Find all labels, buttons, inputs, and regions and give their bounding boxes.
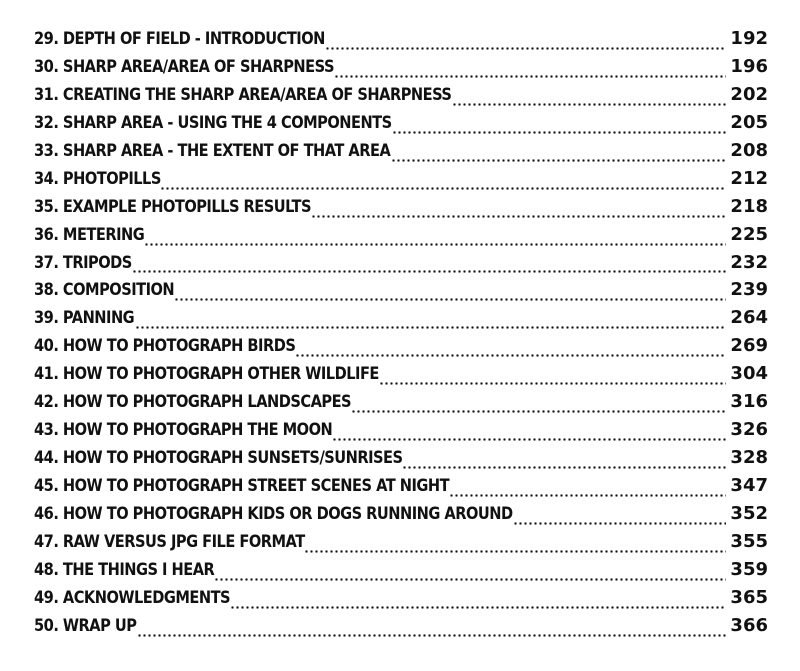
toc-entry-page-number: 347 (730, 475, 768, 496)
dot-leader (214, 578, 727, 581)
toc-entry-49[interactable] (34, 587, 768, 615)
dot-leader (230, 606, 726, 609)
dot-leader (332, 438, 726, 441)
toc-entry-40[interactable] (34, 335, 768, 363)
dot-leader (160, 187, 726, 190)
toc-entry-page-number: 269 (730, 335, 768, 357)
toc-entry-page-number: 205 (730, 111, 768, 133)
toc-entry-47[interactable] (34, 531, 768, 559)
toc-entry-title: 30. SHARP AREA/AREA OF SHARPNESS (34, 56, 334, 77)
toc-entry-46[interactable] (34, 503, 768, 531)
toc-entry-39[interactable] (34, 307, 768, 335)
toc-entry-title: 38. COMPOSITION (34, 280, 175, 301)
dot-leader (311, 215, 726, 218)
toc-entry-title: 45. HOW TO PHOTOGRAPH STREET SCENES AT NIGHT (34, 476, 450, 496)
toc-entry-44[interactable] (34, 447, 768, 475)
toc-entry-35[interactable] (34, 196, 768, 224)
toc-entry-45[interactable] (34, 475, 768, 503)
toc-entry-title: 35. EXAMPLE PHOTOPILLS RESULTS (34, 196, 311, 217)
toc-entry-title: 40. HOW TO PHOTOGRAPH BIRDS (34, 336, 296, 357)
toc-entry-page-number: 328 (730, 447, 768, 469)
toc-entry-32[interactable] (34, 112, 768, 140)
toc-entry-title: 50. WRAP UP (34, 615, 137, 636)
toc-entry-page-number: 365 (730, 586, 768, 608)
toc-entry-title: 43. HOW TO PHOTOGRAPH THE MOON (34, 420, 333, 441)
toc-entry-41[interactable] (34, 363, 768, 391)
toc-entry-title: 47. RAW VERSUS JPG FILE FORMAT (34, 531, 305, 552)
toc-entry-38[interactable] (34, 279, 768, 307)
toc-entry-36[interactable] (34, 224, 768, 252)
toc-entry-title: 42. HOW TO PHOTOGRAPH LANDSCAPES (34, 392, 352, 413)
dot-leader (144, 243, 726, 246)
toc-entry-page-number: 366 (730, 614, 768, 636)
dot-leader (513, 522, 726, 525)
toc-entry-title: 29. DEPTH OF FIELD - INTRODUCTION (34, 29, 325, 49)
toc-entry-page-number: 202 (730, 83, 768, 105)
toc-entry-title: 36. METERING (34, 224, 145, 245)
toc-entry-page-number: 196 (730, 55, 768, 77)
dot-leader (391, 159, 727, 162)
toc-entry-42[interactable] (34, 391, 768, 419)
toc-entry-page-number: 212 (730, 167, 768, 189)
toc-entry-37[interactable] (34, 252, 768, 280)
toc-entry-34[interactable] (34, 168, 768, 196)
dot-leader (174, 298, 726, 301)
toc-entry-page-number: 239 (730, 279, 768, 301)
dot-leader (325, 47, 726, 50)
toc-entry-29[interactable] (34, 28, 768, 56)
dot-leader (137, 634, 727, 637)
toc-entry-title: 39. PANNING (34, 308, 135, 329)
toc-entry-page-number: 192 (730, 28, 768, 49)
toc-entry-31[interactable] (34, 84, 768, 112)
toc-entry-title: 44. HOW TO PHOTOGRAPH SUNSETS/SUNRISES (34, 448, 403, 469)
toc-entry-title: 31. CREATING THE SHARP AREA/AREA OF SHARPNESS (34, 84, 452, 105)
dot-leader (334, 75, 727, 78)
dot-leader (392, 131, 727, 134)
toc-entry-title: 33. SHARP AREA - THE EXTENT OF THAT AREA (34, 140, 391, 161)
toc-entry-page-number: 326 (730, 419, 768, 441)
toc-entry-page-number: 232 (730, 251, 768, 273)
dot-leader (295, 354, 726, 357)
toc-entry-title: 32. SHARP AREA - USING THE 4 COMPONENTS (34, 112, 392, 133)
toc-entry-page-number: 316 (730, 391, 768, 413)
dot-leader (132, 270, 727, 273)
dot-leader (351, 410, 727, 413)
toc-entry-page-number: 218 (730, 195, 768, 217)
toc-entry-page-number: 359 (730, 558, 768, 580)
toc-entry-page-number: 355 (730, 530, 768, 552)
dot-leader (379, 382, 726, 385)
toc-entry-title: 34. PHOTOPILLS (34, 168, 161, 189)
toc-entry-page-number: 304 (730, 363, 768, 385)
toc-entry-page-number: 225 (730, 223, 768, 245)
toc-entry-50[interactable] (34, 615, 768, 643)
toc-entry-48[interactable] (34, 559, 768, 587)
toc-entry-title: 49. ACKNOWLEDGMENTS (34, 587, 231, 608)
toc-entry-33[interactable] (34, 140, 768, 168)
dot-leader (304, 550, 726, 553)
toc-entry-title: 37. TRIPODS (34, 252, 132, 273)
toc-entry-30[interactable] (34, 56, 768, 84)
dot-leader (402, 466, 726, 469)
dot-leader (452, 103, 727, 106)
toc-entry-title: 48. THE THINGS I HEAR (34, 559, 215, 580)
toc-entry-page-number: 208 (730, 139, 768, 161)
toc-entry-title: 46. HOW TO PHOTOGRAPH KIDS OR DOGS RUNNING AROUND (34, 503, 513, 524)
toc-entry-title: 41. HOW TO PHOTOGRAPH OTHER WILDLIFE (34, 364, 379, 385)
dot-leader (135, 326, 727, 329)
dot-leader (449, 494, 727, 497)
table-of-contents (34, 28, 768, 643)
toc-entry-page-number: 352 (730, 502, 768, 524)
toc-entry-43[interactable] (34, 419, 768, 447)
toc-entry-page-number: 264 (730, 307, 768, 329)
